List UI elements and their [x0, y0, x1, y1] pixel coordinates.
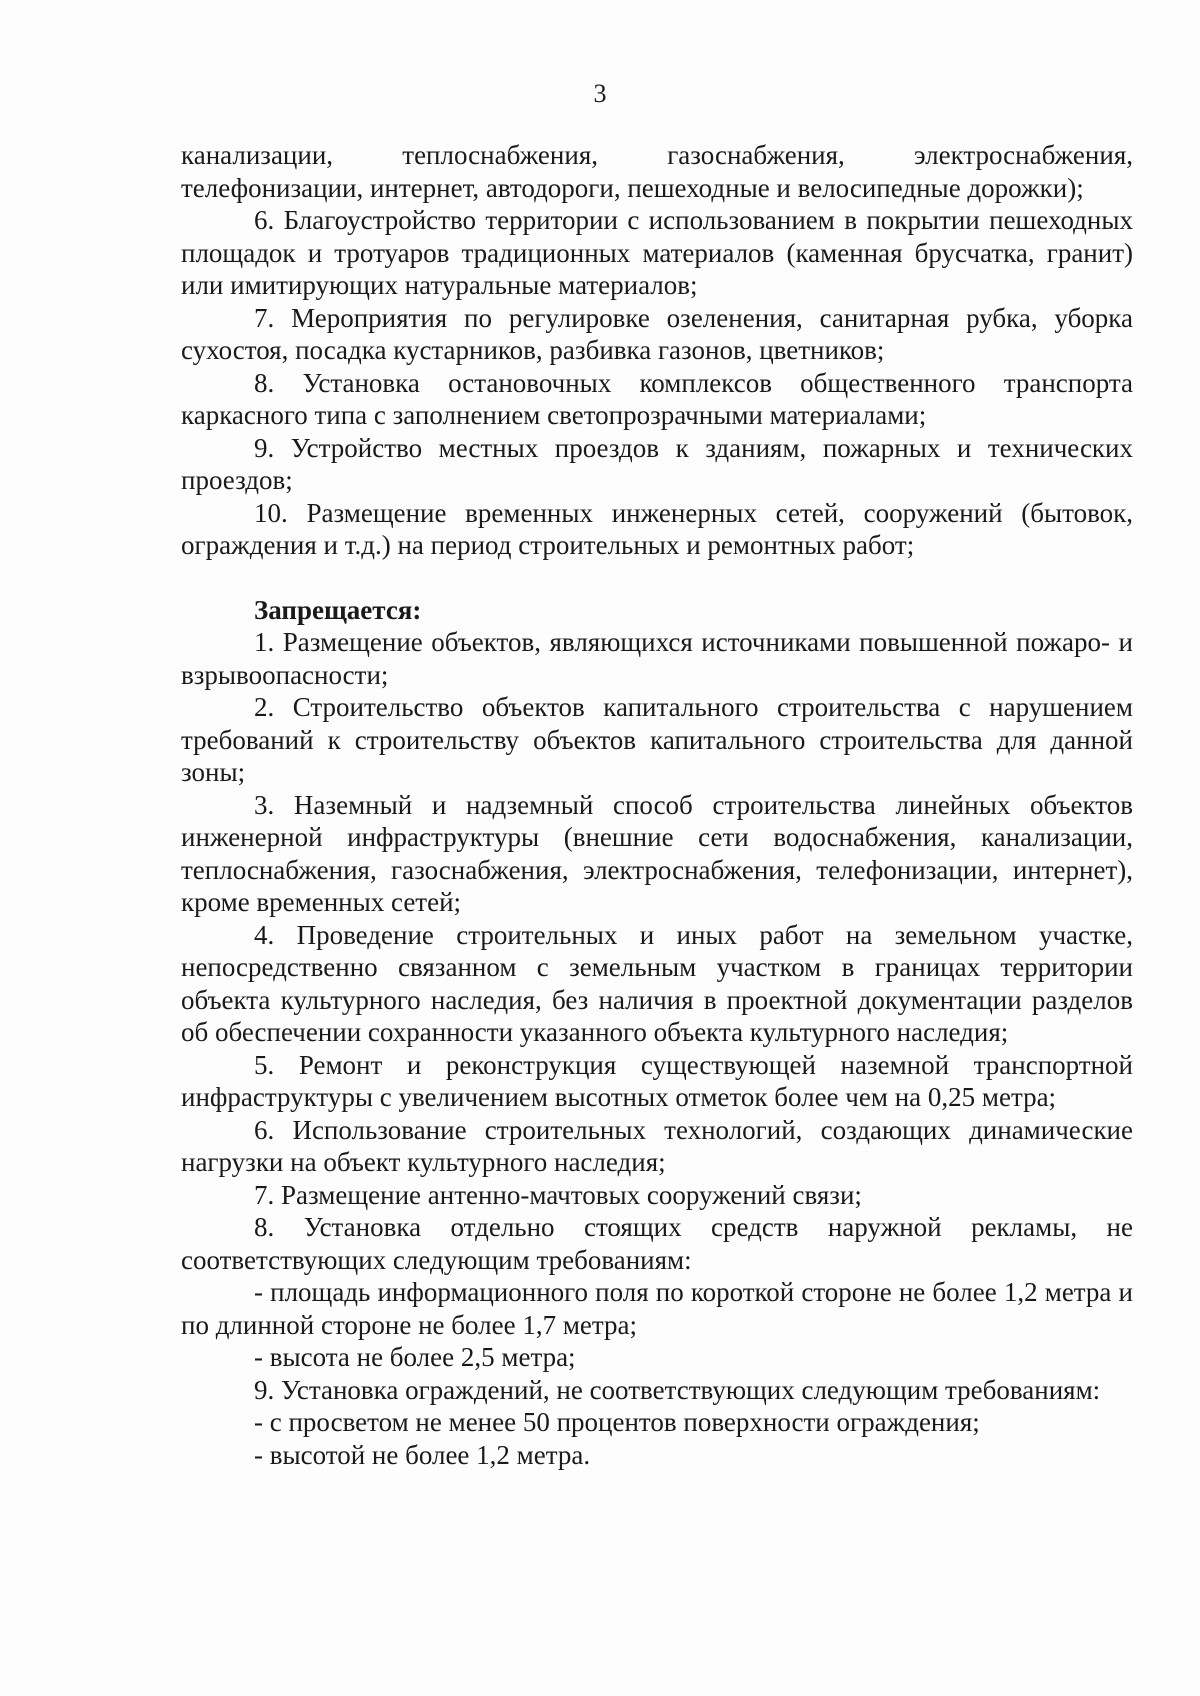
advertising-requirement-height: - высота не более 2,5 метра; — [254, 1342, 576, 1372]
prohibited-item-1: 1. Размещение объектов, являющихся источниками повышенной пожаро- и взрывоопасности; — [181, 627, 1133, 690]
allowed-item-10: 10. Размещение временных инженерных сетей, сооружений (бытовок, ограждения и т.д.) на период строительных и ремонтных работ; — [181, 497, 1133, 560]
prohibited-item-6: 6. Использование строительных технологий, создающих динамические нагрузки на объект культурного наследия; — [181, 1114, 1133, 1177]
prohibited-item-9: 9. Установка ограждений, не соответствующих следующим требованиям: — [254, 1374, 1101, 1405]
prohibited-item-8: 8. Установка отдельно стоящих средств наружной рекламы, не соответствующих следующим требованиям: — [181, 1212, 1133, 1275]
continuation-paragraph: канализации, теплоснабжения, газоснабжения, электроснабжения, телефонизации, интернет, автодороги, пешеходные и велосипедные дорожки); — [181, 140, 1133, 203]
allowed-item-7: 7. Мероприятия по регулировке озеленения, санитарная рубка, уборка сухостоя, посадка кустарников, разбивка газонов, цветников; — [181, 302, 1133, 365]
section-gap — [181, 562, 1133, 594]
fence-requirement-height: - высотой не более 1,2 метра. — [254, 1439, 591, 1470]
prohibited-item-3: 3. Наземный и надземный способ строительства линейных объектов инженерной инфраструктуры (внешние сети водоснабжения, канализации, теплоснабжения, газоснабжения, электроснабжения, телефонизации, интернет), кроме временных сетей; — [181, 789, 1133, 917]
allowed-item-9: 9. Устройство местных проездов к зданиям, пожарных и технических проездов; — [181, 432, 1133, 495]
prohibited-item-7: 7. Размещение антенно-мачтовых сооружений связи; — [254, 1179, 862, 1210]
page-number: 3 — [593, 79, 607, 108]
fence-requirement-clearance: - с просветом не менее 50 процентов поверхности ограждения; — [254, 1407, 980, 1437]
advertising-requirement-area: - площадь информационного поля по короткой стороне не более 1,2 метра и по длинной стороне не более 1,7 метра; — [181, 1277, 1133, 1340]
allowed-item-6: 6. Благоустройство территории с использованием в покрытии пешеходных площадок и тротуаров традиционных материалов (каменная брусчатка, гранит) или имитирующих натуральные материалов; — [181, 205, 1133, 300]
prohibited-heading: Запрещается: — [254, 594, 422, 625]
allowed-item-8: 8. Установка остановочных комплексов общественного транспорта каркасного типа с заполнением светопрозрачными материалами; — [181, 367, 1133, 430]
prohibited-item-4: 4. Проведение строительных и иных работ на земельном участке, непосредственно связанном с земельным участком в границах территории объекта культурного наследия, без наличия в проектной документации разделов об обеспечении сохранности указанного объекта культурного наследия; — [181, 919, 1133, 1047]
prohibited-item-2: 2. Строительство объектов капитального строительства с нарушением требований к строительству объектов капитального строительства для данной зоны; — [181, 692, 1133, 787]
prohibited-item-5: 5. Ремонт и реконструкция существующей наземной транспортной инфраструктуры с увеличением высотных отметок более чем на 0,25 метра; — [181, 1049, 1133, 1112]
document-body — [181, 139, 1133, 1471]
